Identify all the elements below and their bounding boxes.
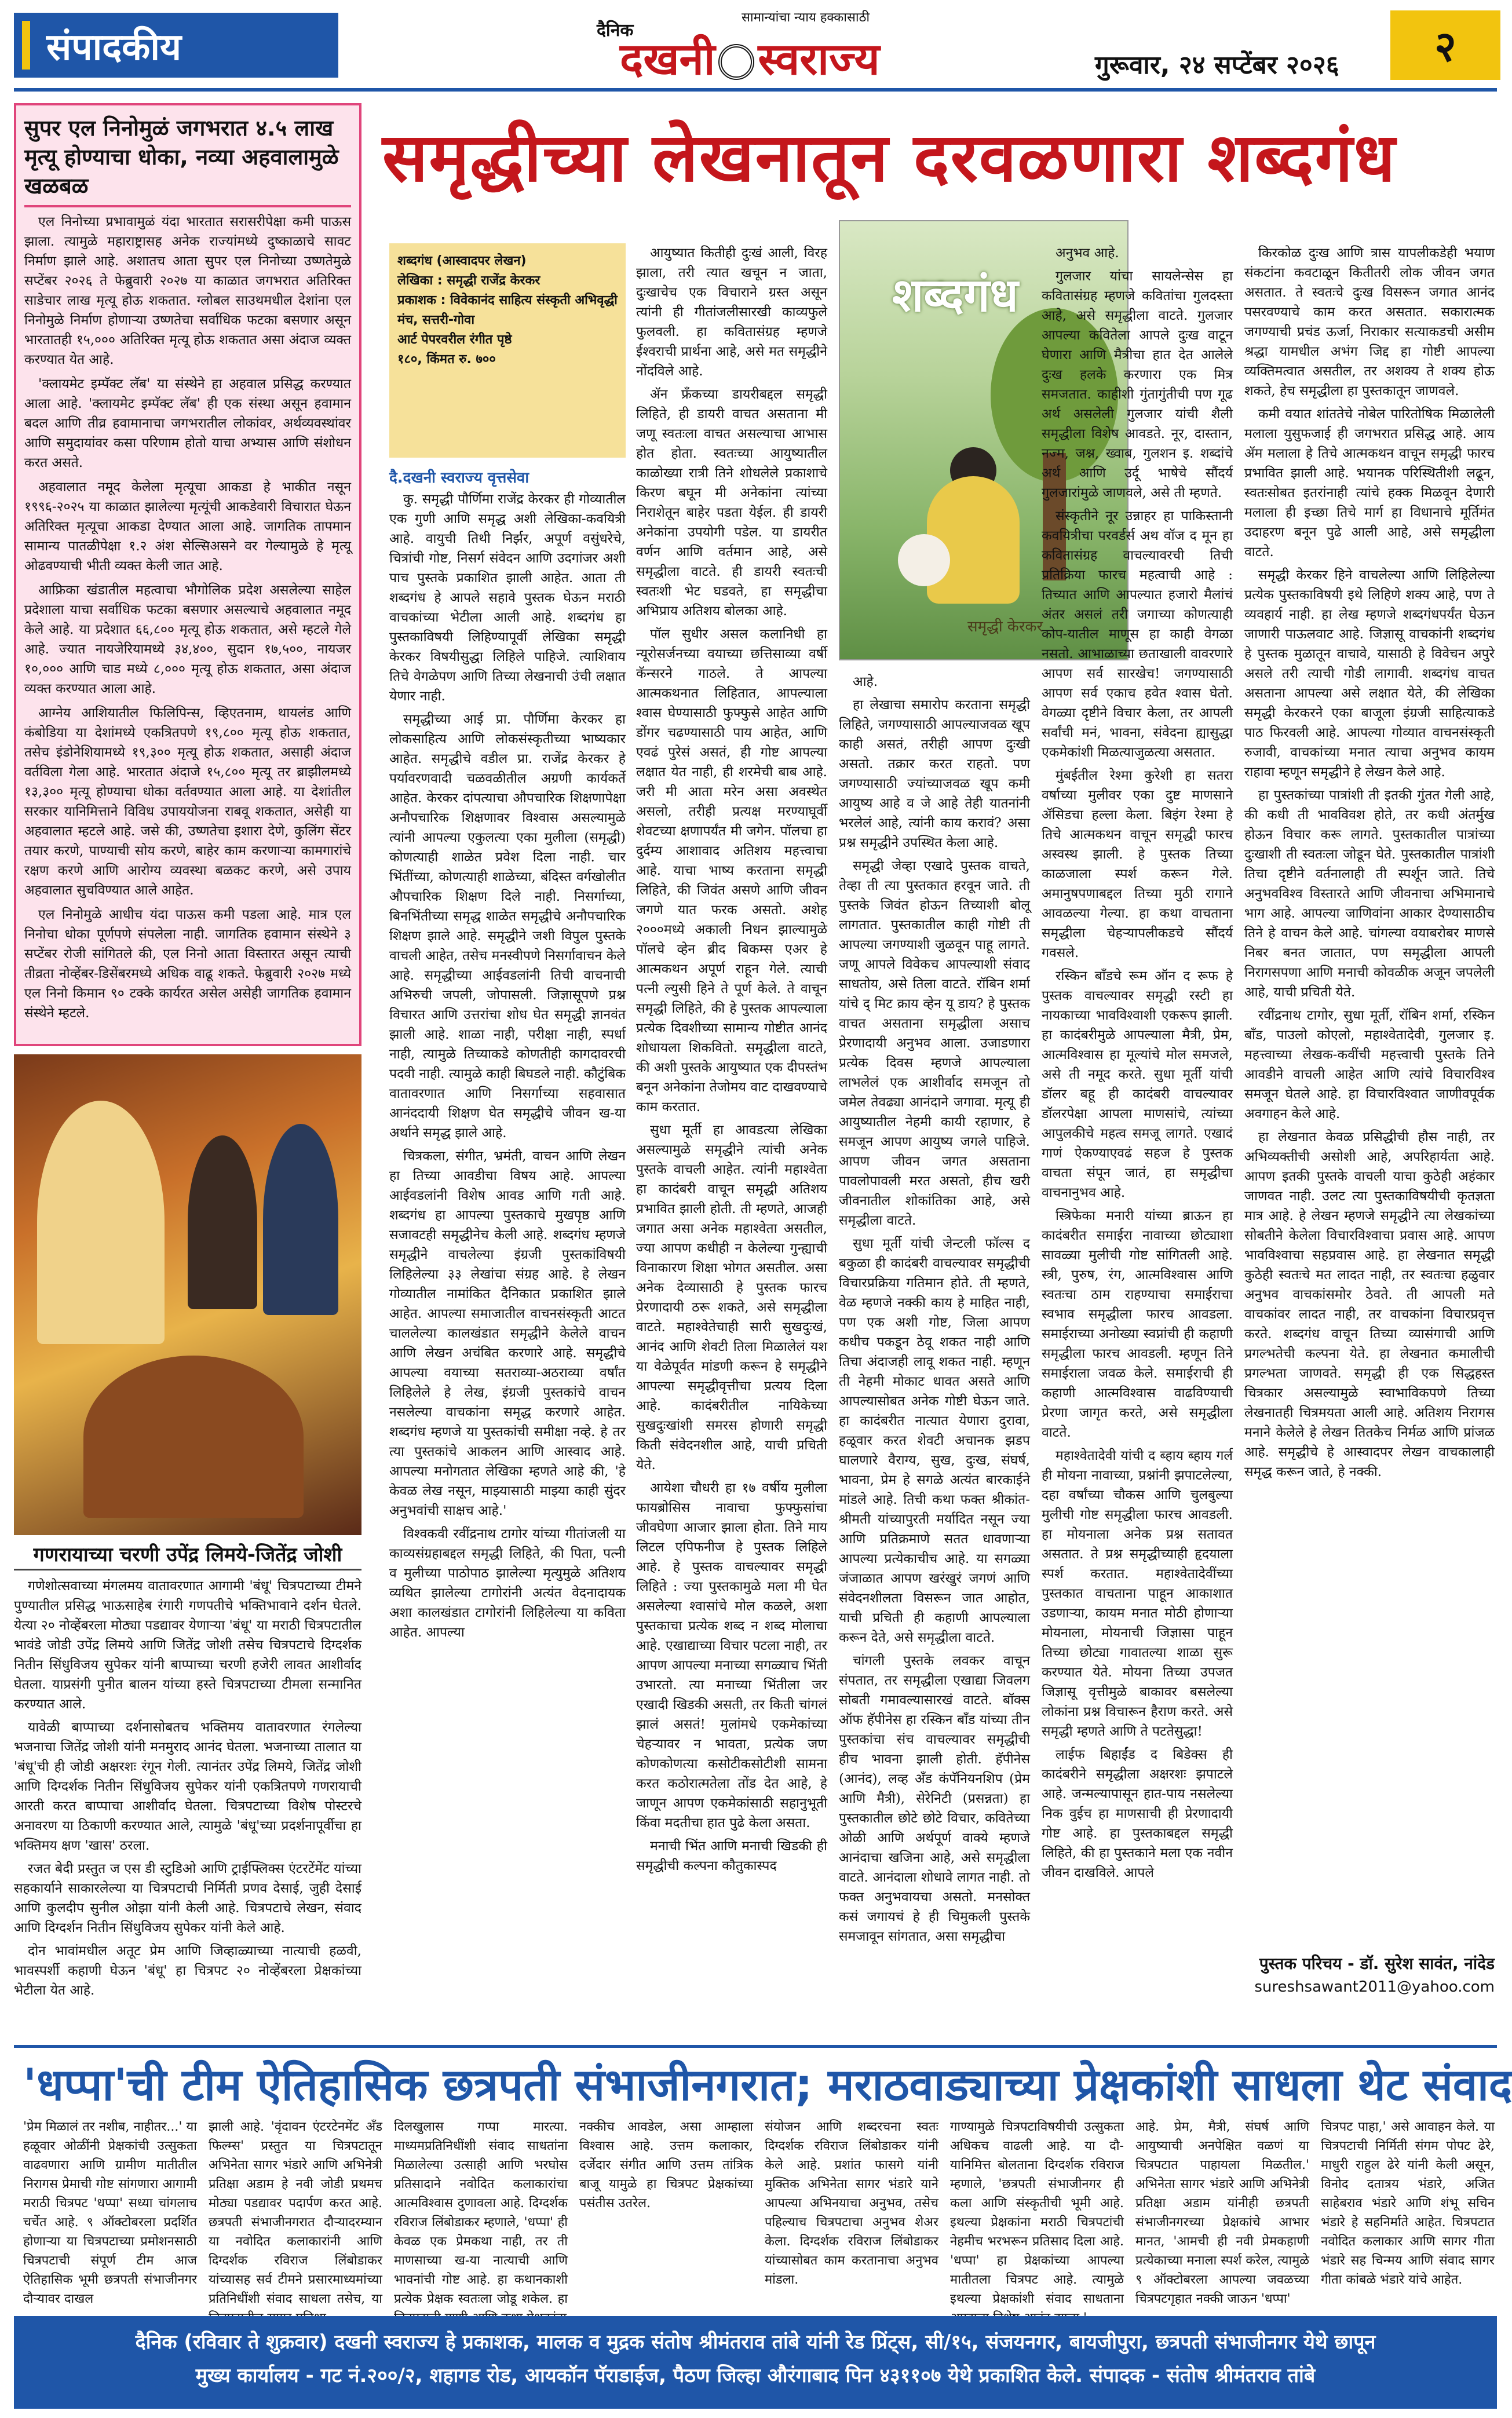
paragraph: गुलजार यांचा सायलेन्सेस हा कवितासंग्रह म्हणजे कवितांचा गुलदस्ता आहे, असे समृद्धीला वाटते. गुलजार आपल्या कवितेला आपले दुःख वाटून घेणारा आणि मैत्रीचा हात देत आलेले दुःख हलके करणारा एक मित्र समजतात. काहीशी गुंतागुंतीची पण गूढ अर्थ असलेली गुलजार यांची शैली समृद्धीला विशेष आवडते. नूर, दास्तान, नज्म, जश्न, ख्वाब, गुलशन इ. शब्दांचे अर्थ आणि उर्दू भाषेचे सौंदर्य गुलजारांमुळे जाणवले, असे ती म्हणते. [1042,269,1233,501]
paragraph: आफ्रिका खंडातील महत्वाचा भौगोलिक प्रदेश असलेल्या साहेल प्रदेशाला याचा सर्वाधिक फटका बसणार असल्याचे अहवालात नमूद केले आहे. या प्रदेशात ६६,८०० मृत्यू होऊ शकतात, असे म्हटले गेले आहे. ज्यात नायजेरियामध्ये ३४,४००, सुदान १७,५००, नायजर १०,००० आणि चाड मध्ये ८,००० मृत्यू होऊ शकतात, असा अंदाज व्यक्त करण्यात आला आहे. [24,583,351,696]
paragraph: अनुभव आहे. [1056,246,1119,261]
column-body: चित्रपट पाहा,' असे आवाहन केले. या चित्रपटाची निर्मिती संगम पोपट ढेरे, माधुरी राहुल ढेरे यांनी केली असून, विनोद दतात्रय भंडारे, अजित साहेबराव भंडारे आणि शंभू सचिन भंडारे हे सहनिर्माते आहेत. चित्रपटात नवोदित कलाकार आणि सागर गीता भंडारे सह चिन्मय आणि संवाद सागर गीता कांबळे भंडारे यांचे आहेत. [1321,2120,1495,2287]
column-body: झाली आहे. 'वृंदावन एंटरटेनमेंट ॲंड फिल्म्स' प्रस्तुत या चित्रपटातून अभिनेता सागर भंडारे आणि अभिनेत्री प्रतिक्षा अडाम हे नवी जोडी प्रथमच मोठ्या पडद्यावर पदार्पण करत आहे. छत्रपती संभाजीनगरात दौऱ्यादरम्यान या नवोदित कलाकारांनी आणि दिग्दर्शक रविराज लिंबोडाकर यांच्यासह सर्व टीमने प्रसारमाध्यमांच्या प्रतिनिधींशी संवाद साधला तसेच, या [209,2120,382,2306]
paragraph: चित्रकला, संगीत, भ्रमंती, वाचन आणि लेखन हा तिच्या आवडीचा विषय आहे. आपल्या आईवडलांनी विशेष आवड आणि गती आहे. शब्दगंध हा आपल्या पुस्तकाचे मुखपृष्ठ आणि सजावटही समृद्धीनेच केली आहे. शब्दगंध म्हणजे समृद्धीने वाचलेल्या इंग्रजी पुस्तकांविषयी लिहिलेल्या ३३ लेखांचा संग्रह आहे. हे लेखन गोव्यातील नामांकित दैनिकात प्रकाशित झाले आहेत. आपल्या समाजातील वाचनसंस्कृती आटत चाललेल्या कालखंडात समृद्धीने केलेले वाचन आणि लेखन अचंबित करणारे आहे. समृद्धीचे आपल्या वयाच्या सतराव्या-अठराव्या वर्षांत लिहिलेले हे लेख, इंग्रजी पुस्तकांचे वाचन नसलेल्या वाचकांना समृद्ध करणारे आहेत. शब्दगंध म्हणजे या पुस्तकांची समीक्षा नव्हे. हे तर त्या पुस्तकांचे आकलन आणि आस्वाद आहे. आपल्या मनोगतात लेखिका म्हणते आहे की, 'हे केवळ लेख नसून, माझ्यासाठी माझ्या काही सुंदर अनुभवांची साक्षच आहे.' [389,1149,626,1518]
logo-wordmark [620,28,880,87]
paragraph: समृद्धीच्या आई प्रा. पौर्णिमा केरकर हा लोकसाहित्य आणि लोकसंस्कृतीच्या भाष्यकार आहेत. समृद्धीचे वडील प्रा. राजेंद्र केरकर हे पर्यावरणवादी चळवळीतील अग्रणी कार्यकर्ते आहेत. केरकर दांपत्याचा औपचारिक शिक्षणापेक्षा अनौपचारिक शिक्षणावर विश्वास असल्यामुळे त्यांनी आपल्या एकुलत्या एका मुलीला (समृद्धी) कोणत्याही शाळेत प्रवेश दिला नाही. चार भिंतींच्या, कोणत्याही शाळेच्या, बंदिस्त वर्गखोलीत औपचारिक शिक्षण दिले नाही. निसर्गाच्या, बिनभिंतीच्या समृद्ध शाळेत समृद्धीचे अनौपचारिक शिक्षण झाले आहे. समृद्धीने जशी विपुल पुस्तके वाचली आहेत, तसेच मनस्वीपणे निसर्गावाचन केले आहे. समृद्धीच्या आईवडलांनी तिची वाचनाची अभिरुची जपली, जोपासली. जिज्ञासूपणे प्रश्न विचारत आणि उत्तरांचा शोध घेत समृद्धी ज्ञानवंत झाली आहे. शाळा नाही, परीक्षा नाही, स्पर्धा नाही, त्यामुळे तिच्याकडे कोणतीही कागदावरची पदवी नाही. त्यामुळे काही बिघडले नाही. कौटुंबिक वातावरणात आणि निसर्गाच्या सहवासात आनंददायी शिक्षण घेत समृद्धीचे जीवन ख-या अर्थाने समृद्ध झाले आहे. [389,712,626,1141]
header-divider [14,88,1497,92]
info-line: शब्दगंध (आस्वादपर लेखन) [397,254,527,268]
reviewer-credit [1240,1952,1495,1999]
bottom-column [579,2117,753,2309]
paragraph: किरकोळ दुःख आणि त्रास यापलीकडेही भयाण संकटांना कवटाळून कितीतरी लोक जीवन जगत असतात. ते स्वतःचे दुःख विसरून जगात आनंद पसरवण्याचे काम करत असतात. सकारात्मक जगण्याची प्रचंड ऊर्जा, निराकार सत्याकडची असीम श्रद्धा यामधील अभंग जिद्द हा गोष्टी आपल्या व्यक्तिमत्वात असतील, तर अशक्य ते शक्य होऊ शकते, हेच समृद्धीला हा पुस्तकातून जाणवले. [1244,246,1495,399]
reviewer-email[interactable]: sureshsawant2011@yahoo.com [1254,1978,1495,1996]
logo-right-word: स्वराज्य [758,33,880,85]
paragraph: आग्नेय आशियातील फिलिपिन्स, व्हिएतनाम, थायलंड आणि कंबोडिया या देशांमध्ये एकत्रितपणे १९,८०० मृत्यू होऊ शकतात, तसेच इंडोनेशियामध्ये १९,३०० मृत्यू होऊ शकतात, असाही अंदाज वर्तविला गेला आहे. भारतात अंदाजे १५,८०० मृत्यू तर ब्राझीलमध्ये १३,३०० मृत्यू होण्याचा धोका वर्तवण्यात आला आहे. या देशांतील सरकार यानिमित्ताने विविध उपाययोजना राबवू शकतात, असेही या अहवालात म्हटले आहे. जसे की, उष्णतेचा इशारा देणे, कुलिंग सेंटर तयार करणे, पाण्याची सोय करणे, बाहेर काम करणाऱ्या कामगारांचे रक्षण करणे आणि आरोग्य व्यवस्था बळकट करणे, असे उपाय अहवालात सुचविण्यात आले आहेत. [24,706,351,898]
masthead [0,0,1506,87]
column-body [389,490,626,1642]
paragraph: एल निनोमुळे आधीच यंदा पाऊस कमी पडला आहे. मात्र एल निनोचा धोका पूर्णपणे संपलेला नाही. जागतिक हवामान संस्थेने ३ सप्टेंबर रोजी सांगितले की, एल निनो आता विस्तारत असून त्याची तीव्रता नोव्हेंबर-डिसेंबरमध्ये अधिक वाढू शकते. फेब्रुवारी २०२७ मध्ये एल निनो किमान ९० टक्के कार्यरत असेल असेही जागतिक हवामान संस्थेने म्हटले. [24,907,351,1021]
paragraph: चांगली पुस्तके लवकर वाचून संपतात, तर समृद्धीला एखाद्या जिवलग सोबती गमावल्यासारखं वाटते. बॉक्स ऑफ हॅपीनेस हा रस्किन बॉंड यांच्या तीन पुस्तकांचा संच वाचल्यावर समृद्धीची हीच भावना झाली होती. हॅपीनेस (आनंद), लव्ह ॲंड कंपॅनियनशिप (प्रेम आणि मैत्री), सेरेनिटी (प्रसन्नता) हा पुस्तकातील छोटे छोटे विचार, कवितेच्या ओळी आणि अर्थपूर्ण वाक्ये म्हणजे आनंदाचा खजिना आहे, असे समृद्धीला वाटते. आनंदाला शोधावे लागत नाही. तो फक्त अनुभवायचा असतो. मनसोक्त कसं जगायचं हे ही चिमुकली पुस्तके समजावून सांगतात, असा समृद्धीचा [839,1653,1030,1944]
crowd-shape [83,1356,304,1518]
paragraph: आयेशा चौधरी हा १७ वर्षीय मुलीला फायब्रोसिस नावाचा फुफ्फुसांचा जीवघेणा आजार झाला होता. तिने माय लिटल एपिफनीज हे पुस्तक लिहिले आहे. हे पुस्तक वाचल्यावर समृद्धी लिहिते : ज्या पुस्तकामुळे मला मी घेत असलेल्या श्वासांचे मोल कळले, अशा पुस्तकाचा प्रत्येक शब्द न शब्द मोलाचा आहे. एखाद्याच्या विचार पटला नाही, तर आपण आपल्या मनाच्या सगळ्याच भिंती उभारतो. त्या मनाच्या भिंतीला जर एखादी खिडकी असती, तर किती चांगलं झालं असतं! मुलांमधे एकमेकांच्या चेहऱ्यावर न भावता, प्रत्येक जण कोणकोणत्या कसोटीकसोटीशी सामना करत कठोरात्मतेला तोंड देत आहे, हे जाणून आपण एकमेकांसाठी सहानुभूती किंवा मदतीचा हात पुढे केला असता. [636,1481,827,1831]
paragraph: विश्वकवी रवींद्रनाथ टागोर यांच्या गीतांजली या काव्यसंग्रहाबद्दल समृद्धी लिहिते, की पिता, पत्नी व मुलीच्या पाठोपाठ झालेल्या मृत्युमुळे अतिशय व्यथित झालेल्या टागोरांनी अत्यंत वेदनादायक अशा कालखंडात टागोरांनी लिहिलेल्या या कविता आहेत. आपल्या [389,1526,626,1640]
paragraph: स्त्रिफेका मनारी यांच्या ब्राऊन हा कादंबरीत समाईरा नावाच्या छोट्याशा सावळ्या मुलीची गोष्ट सांगितली आहे. स्त्री, पुरुष, रंग, आत्मविश्वास आणि स्वतःचा ठाम राहण्याचा समाईराचा स्वभाव समृद्धीला फारच आवडला. समाईराच्या अनोख्या स्वप्नांची ही कहाणी समृद्धीला फारच आवडली. म्हणून तिने समाईराला जवळ केले. समाईराची ही कहाणी आत्मविश्वास वाढविण्याची प्रेरणा जागृत करते, असे समृद्धीला वाटते. [1042,1208,1233,1440]
paragraph: मुंबईतील रेश्मा कुरेशी हा सतरा वर्षाच्या मुलीवर एका दुष्ट माणसाने ॲसिडचा हल्ला केला. बिइंग रेश्मा हे तिचे आत्मकथन वाचून समृद्धी फारच अस्वस्थ झाली. हे पुस्तक तिच्या काळजाला स्पर्श करून गेले. अमानुषपणाबद्दल तिच्या मुठी रागाने आवळल्या गेल्या. हा कथा वाचताना समृद्धीला चेहऱ्यापलीकडचे सौंदर्य गवसले. [1042,768,1233,960]
idol-shape [37,1101,165,1344]
bottom-divider [14,2045,1497,2048]
paragraph: कमी वयात शांततेचे नोबेल पारितोषिक मिळालेली मलाला युसुफजाई ही जगभरात प्रसिद्ध आहे. आय ॲम मलाला हे तिचे आत्मकथन वाचून समृद्धी फारच प्रभावित झाली आहे. भयानक परिस्थितीशी लढून, स्वतःसोबत इतरांनाही त्यांचे हक्क मिळवून देणारी मलाला ही इच्छा तिचे मार्ग हा विधानाचे मूर्तिमंत उदाहरण बनून पुढे आली आहे, असे समृद्धीला वाटते. [1244,407,1495,560]
logo-tagline: सामान्यांचा न्याय हक्कासाठी [742,10,870,25]
logo-small-text: दैनिक [597,20,634,41]
main-column-1 [389,490,626,2025]
logo-left-word: दखनी [620,33,715,85]
newspaper-logo[interactable] [597,6,991,85]
paragraph: एल निनोच्या प्रभावामुळं यंदा भारतात सरासरीपेक्षा कमी पाऊस झाला. त्यामुळे महाराष्ट्रासह अनेक राज्यांमध्ये दुष्काळाचे सावट निर्माण झाले आहे. अशातच आता सुपर एल निनोच्या उष्णतेमुळे सप्टेंबर २०२६ ते फेब्रुवारी २०२७ या काळात जगभरात अतिरिक्त साडेचार लाख मृत्यू होऊ शकतात. ग्लोबल साउथमधील देशांना एल निनोमुळे निर्माण होणाऱ्या उष्णतेचा सर्वाधिक फटका बसणार असून भारतातही १५,००० अतिरिक्त मृत्यू होऊ शकतात असा अंदाज व्यक्त करण्यात येत आहे. [24,214,351,367]
emblem-icon [718,44,754,80]
paragraph: अहवालात नमूद केलेला मृत्यूचा आकडा हे भाकीत नसून १९९६-२०२५ या काळात झालेल्या मृत्यूंची आकडेवारी विचारात घेऊन अतिरिक्त मृत्यूचा आकडा देण्यात आला आहे. जागतिक तापमान सामान्य पातळीपेक्षा १.२ अंश सेल्सिअसने वर गेल्यामुळे हे मृत्यू ओढवण्याची भीती व्यक्त केली जात आहे. [24,480,351,574]
paragraph: संस्कृतीने नूर उन्नाहर हा पाकिस्तानी कवयित्रीचा परवर्डर्स अथ वॉज द मून हा कवितासंग्रह वाचल्यावरची तिची प्रतिक्रिया फारच महत्वाची आहे : तिच्यात आणि आपल्यात हजारो मैलांचं अंतर असलं तरी जगाच्या कोणत्याही कोप-यातील माणूस हा काही वेगळा नसतो. आभाळाच्या छताखाली वावरणारे आपण सर्व सारखेच! जगण्यासाठी आपण सर्व एकाच हवेत श्वास घेतो. वेगळ्या दृष्टीने विचार केला, तर आपली सर्वांची मनं, भावना, संवेदना ह्यासुद्धा एकमेकांशी मिळत्याजुळत्या असतात. [1042,509,1233,760]
person-shape [263,1124,338,1315]
paragraph: समृद्धी केरकर हिने वाचलेल्या आणि लिहिलेल्या प्रत्येक पुस्तकाविषयी इथे लिहिणे शक्य आहे, पण ते व्यवहार्य नाही. हा लेख म्हणजे शब्दगंधपर्यंत घेऊन जाणारी पाऊलवाट आहे. जिज्ञासू वाचकांनी शब्दगंध हे पुस्तक मुळातून वाचावे, यासाठी हे विवेचन अपुरे असले तरी त्याची गोडी लागावी. शब्दगंध वाचत असताना आपल्या असे लक्षात येते, की लेखिका समृद्धी केरकरने एका बाजूला इंग्रजी साहित्याकडे पाठ फिरवली आहे. आपल्या गोव्यात वाचनसंस्कृती रुजावी, वाचकांच्या मनात त्याचा अनुभव कायम राहावा म्हणून समृद्धीने हे लेखन केले आहे. [1244,568,1495,780]
paragraph: हा लेखाचा समारोप करताना समृद्धी लिहिते, जगण्यासाठी आपल्याजवळ खूप काही असतं, तरीही आपण दुःखी असतो. तक्रार करत राहतो. पण जगण्यासाठी ज्यांच्याजवळ खूप कमी आयुष्य आहे व जे आहे तेही यातनांनी भरलेलं आहे, त्यांनी काय करावं? असा प्रश्न समृद्धीने उपस्थित केला आहे. [839,697,1030,850]
photo-caption-title: गणरायाच्या चरणी उपेंद्र लिमये-जितेंद्र जोशी [14,1541,361,1570]
book-info-box [389,243,626,458]
column-body [839,672,1030,1946]
main-column-2 [636,243,827,2025]
paragraph: सुधा मूर्ती हा आवडत्या लेखिका असल्यामुळे समृद्धीने त्यांची अनेक पुस्तके वाचली आहेत. त्यांनी महाश्वेता हा कादंबरी वाचून समृद्धी अतिशय प्रभावित झाली होती. ती म्हणते, आजही जगात असा अनेक महाश्वेता असतील, ज्या आपण कधीही न केलेल्या गुन्ह्याची विनाकारण शिक्षा भोगत असतील. असा अनेक देव्यासाठी हे पुस्तक फारच प्रेरणादायी ठरू शकते, असे समृद्धीला वाटते. महाश्वेतेचाही सारी सुखदुःखं, आनंद आणि शेवटी तिला मिळालेलं यश या वेळेपूर्वत मांडणी करून हे समृद्धीने आपल्या समृद्धीवृत्तीचा प्रत्यय दिला आहे. कादंबरीतील नायिकेच्या सुखदुःखांशी समरस होणारी समृद्धी किती संवेदनशील आहे, याची प्रचिती येते. [636,1123,827,1473]
paragraph: पॉल सुधीर असल कलानिधी हा न्यूरोसर्जनच्या वयाच्या छत्तिसाव्या वर्षी कॅन्सरने गाठले. ते आपल्या आत्मकथनात लिहितात, आपल्याला श्वास घेण्यासाठी फुफ्फुसे आहेत आणि डोंगर चढण्यासाठी पाय आहेत, आणि एवढं पुरेसं असतं, ही गोष्ट आपल्या लक्षात येत नाही, ही शरमेची बाब आहे. जरी मी आता मरेन असा अवस्थेत असलो, तरीही प्रत्यक्ष मरण्याघूर्वी शेवटच्या क्षणापर्यंत मी जगेन. पॉलचा हा दुर्दम्य आशावाद अतिशय महत्त्वाचा आहे. याचा भाष्य करताना समृद्धी लिहिते, की जिवंत असणे आणि जीवन जगणे यात फरक असतो. अशेह २०००मध्ये अकाली निधन झाल्यामुळे पॉलचे व्हेन ब्रीद बिकम्स एअर हे आत्मकथन अपूर्ण राहून गेले. त्याची पत्नी ल्युसी हिने ते पूर्ण केले. ते वाचून समृद्धी लिहिते, की हे पुस्तक आपल्याला प्रत्येक दिवशीच्या सामान्य गोष्टीत आनंद शोधायला शिकवितो. समृद्धीला वाटते, की अशी पुस्तके आयुष्यात एक दीपस्तंभ बनून अनेकांना तेजोमय वाट दाखवण्याचे काम करतात. [636,627,827,1115]
paragraph: यावेळी बाप्पाच्या दर्शनासोबतच भक्तिमय वातावरणात रंगलेल्या भजनाचा जितेंद्र जोशी यांनी मनमुराद आनंद घेतला. भजनाच्या तालात या 'बंधू'ची ही जोडी अक्षरशः रंगून गेली. त्यानंतर उपेंद्र लिमये, जितेंद्र जोशी आणि दिग्दर्शक नितीन सिंधुविजय सुपेकर यांनी एकत्रितपणे गणरायाची आरती करत बाप्पाचा आशीर्वाद घेतला. चित्रपटाच्या विशेष पोस्टरचे अनावरण या ठिकाणी करण्यात आले, त्यामुळे 'बंधू'च्या प्रदर्शनापूर्वीचा हा भक्तिमय क्षण 'खास' ठरला. [14,1720,361,1853]
photo-story [14,1541,361,1998]
cover-title: शब्दगंध [892,268,1018,322]
paragraph: आयुष्यात कितीही दुःखं आली, विरह झाला, तरी त्यात खचून न जाता, दुःखाचेच एक विचाराने ग्रस्त असून त्यांनी ही गीतांजलीसारखी काव्यफुले फुलवली. हा कवितासंग्रह म्हणजे ईश्वराची प्रार्थना आहे, असे मत समृद्धीने नोंदविले आहे. [636,246,827,379]
info-line: १८०, किंमत रु. ७०० [397,352,496,367]
bottom-column [765,2117,938,2309]
column-body: 'प्रेम मिळालं तर नशीब, नाहीतर...' या हळूवार ओळींनी प्रेक्षकांची उत्सुकता वाढवणारा आणि ग्रामीण मातीतील निरागस प्रेमाची गोष्ट सांगणारा आगामी मराठी चित्रपट 'धप्पा' सध्या चांगलाच चर्चेत आहे. ९ ऑक्टोबरला प्रदर्शित होणाऱ्या या चित्रपटाच्या प्रमोशनसाठी चित्रपटाची संपूर्ण टीम आज ऐतिहासिक भूमी छत्रपती संभाजीनगर दौऱ्यावर दाखल [23,2120,197,2306]
dog-shape [898,534,950,586]
paragraph: 'क्लायमेट इम्पॅक्ट लॅब' या संस्थेने हा अहवाल प्रसिद्ध करण्यात आला आहे. 'क्लायमेट इम्पॅक्ट लॅब' ही एक संस्था असून हवामान बदल आणि तीव्र हवामानाचा जगभरातील लोकांवर, अर्थव्यवस्थांवर आणि समुदायांवर कसा परिणाम होतो याचा अभ्यास आणि संशोधन करत असते. [24,377,351,470]
paragraph: ॲन फ्रँकच्या डायरीबद्दल समृद्धी लिहिते, ही डायरी वाचत असताना मी जणू स्वतःला वाचत असल्याचा आभास होत होता. स्वतःच्या आयुष्यातील काळोख्या रात्री तिने शोधलेले प्रकाशाचे किरण बघून मी अनेकांना त्यांच्या निराशेतून बाहेर पडता येईल. ही डायरी अनेकांना उपयोगी पडेल. या डायरीत वर्णन आणि वर्तमान आहे, असे समृद्धीला वाटते. ही डायरी स्वतःची स्वतःशी भेट घडवते, हा समृद्धीचा अभिप्राय अतिशय बोलका आहे. [636,387,827,619]
bottom-column [950,2117,1124,2309]
bottom-column [23,2117,197,2309]
page-number: २ [1390,10,1500,80]
column-body: गाण्यामुळे चित्रपटाविषयीची उत्सुकता अधिकच वाढली आहे. या दौ-यानिमित्त बोलताना दिग्दर्शक रविराज म्हणाले, 'छत्रपती संभाजीनगर ही कला आणि संस्कृतीची भूमी आहे. इथल्या प्रेक्षकांना मराठी चित्रपटांची नेहमीच भरभरून प्रतिसाद दिला आहे. 'धप्पा' हा प्रेक्षकांच्या आपल्या मातीतला चित्रपट आहे. त्यामुळे इथल्या प्रेक्षकांशी संवाद साधताना [950,2120,1124,2306]
column-body: दिलखुलास गप्पा मारत्या. माध्यमप्रतिनिधींशी संवाद साधतांना मिळालेल्या उत्साही आणि भरघोस प्रतिसादाने नवोदित कलाकारांचा आत्मविश्वास दुणावला आहे. दिग्दर्शक रविराज लिंबोडाकर म्हणाले, 'धप्पा' ही केवळ एक प्रेमकथा नाही, तर ती माणसाच्या ख-या नात्याची आणि भावनांची गोष्ट आहे. हा कथानकाशी प्रत्येक प्रेक्षक स्वतःला जोडू शकेल. हा [394,2120,568,2306]
photo-story-body [14,1576,361,2000]
info-line: आर्ट पेपरवरील रंगीत पृष्ठे [397,333,512,347]
paragraph: रजत बेदी प्रस्तुत ज एस डी स्टुडिओ आणि ट्राईफ्लिक्स एंटरटेंमेंट यांच्या सहकार्याने साकारलेल्या या चित्रपटाची निर्मिती प्रणव देसाई, जुही देसाई आणि कुलदीप सुनील ओझा यांनी केली आहे. चित्रपटाचे लेखन, संवाद आणि दिग्दर्शन नितीन सिंधुविजय सुपेकर यांनी केले आहे. [14,1861,361,1935]
paragraph: लाईफ बिहाईंड द बिडेक्स ही कादंबरीने समृद्धीला अक्षरशः झपाटले आहे. जन्मल्यापासून हात-पाय नसलेल्या निक वुईच हा माणसाची ही प्रेरणादायी गोष्ट आहे. हा पुस्तकाबद्दल समृद्धी लिहिते, की हा पुस्तकाने मला एक नवीन जीवन दाखविले. आपले [1042,1747,1233,1880]
paragraph: गणेशोत्सवाच्या मंगलमय वातावरणात आगामी 'बंधू' चित्रपटाच्या टीमने पुण्यातील प्रसिद्ध भाऊसाहेब रंगारी गणपतीचे भक्तिभावाने दर्शन घेतले. येत्या २० नोव्हेंबरला मोठ्या पडद्यावर येणाऱ्या 'बंधू' या मराठी चित्रपटातील भावंडे जोडी उपेंद्र लिमये आणि जितेंद्र जोशी तसेच चित्रपटाचे दिग्दर्शक नितीन सिंधुविजय सुपेकर यांनी बाप्पाच्या चरणी हजेरी लावत आशीर्वाद घेतला. याप्रसंगी पुनीत बालन यांच्या हस्ते चित्रपटाच्या टीमला सन्मानित करण्यात आले. [14,1579,361,1712]
main-column-3 [839,672,1030,2025]
person-shape [188,1135,257,1309]
paragraph: हा लेखनात केवळ प्रसिद्धीची हौस नाही, तर अभिव्यक्तीची असोशी आहे, अपरिहार्यता आहे. आपण इतकी पुस्तके वाचली याचा कुठेही अहंकार जाणवत नाही. उलट त्या पुस्तकाविषयीची कृतज्ञता मात्र आहे. हे लेखन म्हणजे समृद्धीने त्या लेखकांच्या सोबतीने केलेला विचारविश्वाचा प्रवास आहे. आपण भावविश्वाचा सहप्रवास आहे. हा लेखनात समृद्धी कुठेही स्वतःचे मत लादत नाही, तर स्वतःचा हळुवार अनुभव वाचकांसमोर ठेवते. ती आपली मते वाचकांवर लादत नाही, तर वाचकांना विचारप्रवृत्त करते. शब्दगंध वाचून तिच्या व्यासंगाची आणि प्रगल्भतेची कल्पना येते. हा लेखनात कमालीची प्रगल्भता जाणवते. समृद्धी ही एक सिद्धहस्त चित्रकार असल्यामुळे स्वाभाविकपणे तिच्या लेखनातही चित्रमयता आली आहे. अतिशय निरागस मनाने केलेले हे लेखन तितकेच निर्मळ आणि प्रांजळ आहे. समृद्धीचे हे आस्वादपर लेखन वाचकालाही समृद्ध करून जाते, हे नक्की. [1244,1130,1495,1480]
column-body [1042,243,1233,1883]
paragraph: मनाची भिंत आणि मनाची खिडकी ही समृद्धीची कल्पना कौतुकास्पद [636,1839,827,1873]
bottom-column [394,2117,568,2309]
column-body [636,243,827,1876]
imprint-line-2: मुख्य कार्यालय - गट नं.२००/२, शहागड रोड, आयकॉन पॅराडाईज, पैठण जिल्हा औरंगाबाद पिन ४३११०७ येथे प्रकाशित केले. संपादक - संतोष श्रीमंतराव तांबे [195,2364,1316,2387]
main-headline: समृद्धीच्या लेखनातून दरवळणारा शब्दगंध [382,119,1397,197]
paragraph: कु. समृद्धी पौर्णिमा राजेंद्र केरकर ही गोव्यातील एक गुणी आणि समृद्ध अशी लेखिका-कवयित्री आहे. वायुची तिथी निर्झर, अपूर्ण वसुंधरेचे, चित्रांची गोष्ट, निसर्ग संवेदन आणि उदगांजर अशी पाच पुस्तके प्रकाशित झाली आहेत. आता ती शब्दगंध हे आपले सहावे पुस्तक घेऊन मराठी वाचकांच्या भेटीला आली आहे. शब्दगंध हा पुस्तकाविषयी लिहिण्यापूर्वी लेखिका समृद्धी केरकर विषयीसुद्धा लिहिले पाहिजे. त्याशिवाय तिचे वेगळेपण आणि तिच्या लेखनाची उंची लक्षात येणार नाही. [389,492,626,704]
bottom-column [1321,2117,1495,2309]
main-column-5 [1244,243,1495,1946]
paragraph: महाश्वेतादेवी यांची द ब्हाय ब्हाय गर्ल ही मोयना नावाच्या, प्रश्नांनी झपाटलेल्या, दहा वर्षांच्या चौकस आणि चुलबुल्या मुलीची गोष्ट समृद्धीला फारच आवडली. हा मोयनाला अनेक प्रश्न सतावत असतात. ते प्रश्न समृद्धीच्याही हृदयाला स्पर्श करतात. महाश्वेतादेवींच्या पुस्तकात वाचताना पाहून आकाशात उडणाऱ्या, कायम मनात मोठी होणाऱ्या मोयनाला, मोयनाची जिज्ञासा पाहून तिच्या छोट्या गावातल्या शाळा सुरू करण्यात येते. मोयना तिच्या उपजत जिज्ञासू वृत्तीमुळे बाकावर बसलेल्या लोकांना प्रश्न विचारून हैराण करते. असे समृद्धी म्हणते आणि ते पटतेसुद्धा! [1042,1448,1233,1739]
column-body: आहे. प्रेम, मैत्री, संघर्ष आणि आयुष्याची अनपेक्षित वळणं या चित्रपटात पाहायला मिळतील.' अभिनेता सागर भंडारे आणि अभिनेत्री प्रतिक्षा अडाम यांनीही छत्रपती संभाजीनगरच्या प्रेक्षकांचे आभार मानत, 'आमची ही नवी प्रेमकहाणी प्रत्येकाच्या मनाला स्पर्श करेल, त्यामुळे ९ ऑक्टोबरला आपल्या जवळच्या चित्रपटगृहात नक्की जाऊन 'धप्पा' [1135,2120,1309,2306]
imprint-line-1: दैनिक (रविवार ते शुक्रवार) दखनी स्वराज्य हे प्रकाशक, मालक व मुद्रक संतोष श्रीमंतराव तांबे यांनी रेड प्रिंट्स, सी/१५, संजयनगर, बायजीपुरा, छत्रपती संभाजीनगर येथे छापून [135,2331,1376,2354]
paragraph: दोन भावांमधील अतूट प्रेम आणि जिव्हाळ्याच्या नात्याची हळवी, भावस्पर्शी कहाणी घेऊन 'बंधू' हा चित्रपट २० नोव्हेंबरला प्रेक्षकांच्या भेटीला येत आहे. [14,1944,361,1998]
paragraph: हा पुस्तकांच्या पात्रांशी ती इतकी गुंतत गेली आहे, की कधी ती भावविवश होते, तर कधी अंतर्मुख होऊन विचार करू लागते. पुस्तकातील पात्रांच्या दुःखाशी ती स्वतःला जोडून घेते. पुस्तकातील पात्रांशी तिचा दृष्टीने वर्तनालाही ती स्पर्शून जाते. तिचे अनुभवविश्व विस्तारते आणि जीवनाचा अभिमानाचे भाग आहे. आपल्या जाणिवांना आकार देण्यासाठीच तिने हे वाचन केले आहे. चांगल्या वयाबरोबर माणसे निबर बनत जातात, पण समृद्धीला आपली निरागसपणा आणि मनाची कोवळीक अजून जपलेली आहे, याची प्रचिती येते. [1244,788,1495,1000]
left-story-body [24,212,351,1023]
column-body [1244,243,1495,1482]
paragraph: सुधा मूर्ती यांची जेन्टली फॉल्स द बकुळा ही कादंबरी वाचल्यावर समृद्धीची विचारप्रक्रिया गतिमान होते. ती म्हणते, वेळ म्हणजे नक्की काय हे माहित नाही, पण एक अशी गोष्ट, जिला आपण कधीच पकडून ठेवू शकत नाही आणि तिचा अंदाजही लावू शकत नाही. म्हणून ती नेहमी मोकाट धावत असते आणि आपल्यासोबत अनेक गोष्टी घेऊन जाते. हा कादंबरीत नात्यात येणारा दुरावा, हळूवार करत शेवटी अचानक झडप घालणारे वैराग्य, सुख, दुःख, संघर्ष, भावना, प्रेम हे सगळे अत्यंत बारकाईने मांडले आहे. तिची कथा फक्त श्रीकांत-श्रीमती यांच्यापुरती मर्यादित नसून ज्या आणि प्रतिक्रमाणे सतत धावणाऱ्या आपल्या प्रत्येकाचीच आहे. या सगळ्या जंजाळात आपण खरंखुरं जगणं आणि संवेदनशीलता विसरून जात आहोत, याची प्रचिती ही कहाणी आपल्याला करून देते, असे समृद्धीला वाटते. [839,1236,1030,1645]
left-story-box [14,103,361,1046]
byline: दै.दखनी स्वराज्य वृत्तसेवा [389,469,529,487]
info-line: प्रकाशक : विवेकानंद साहित्य संस्कृती अभिवृद्धी मंच, सत्तरी-गोवा [397,293,618,327]
section-tag: संपादकीय [14,13,338,78]
paragraph: समृद्धी जेव्हा एखादे पुस्तक वाचते, तेव्हा ती त्या पुस्तकात हरवून जाते. ती पुस्तके जिवंत होऊन तिच्याशी बोलू लागतात. पुस्तकातील काही गोष्टी ती आपल्या जगण्याशी जुळवून पाहू लागते. जणू आपले विवेकच आपल्याशी संवाद साधतोय, असे तिला वाटते. रॉबिन शर्मा यांचे द् मिट क्राय व्हेन यू डाय? हे पुस्तक वाचत असताना समृद्धीला असाच प्रेरणादायी अनुभव आला. उजाडणारा प्रत्येक दिवस म्हणजे आपल्याला लाभलेलं एक आशीर्वाद समजून तो जमेल तेवढ्या आनंदाने जगावा. मृत्यू ही आयुष्यातील नेहमी कायी रहाणार, हे समजून आपण आयुष्य जगले पाहिजे. आपण जीवन जगत असताना पावलोपावली मरत असतो, हीच खरी जीवनातील शोकांतिका आहे, असे समृद्धीला वाटते. [839,859,1030,1228]
paragraph: आहे. [853,674,878,689]
main-column-4 [1042,243,1233,2025]
paragraph: रस्किन बॉंडचे रूम ऑन द रूफ हे पुस्तक वाचल्यावर समृद्धी रस्टी हा नायकाच्या भावविश्वाशी एकरूप झाली. हा कादंबरीमुळे आपल्याला मैत्री, प्रेम, आत्मविश्वास हा मूल्यांचे मोल समजले, असे ती नमूद करते. सुधा मूर्ती यांची डॉलर बहू ही कादंबरी वाचल्यावर डॉलरपेक्षा आपला माणसांचे, त्यांच्या आपुलकीचे महत्व समजू लागते. एखादं गाणं ऐकण्याएवढं सहज हे पुस्तक वाचता संपून जातं, हा समृद्धीचा वाचनानुभव आहे. [1042,969,1233,1200]
ganpati-photo [14,1054,361,1535]
cover-author: समृद्धी केरकर [967,618,1043,635]
imprint-footer [14,2316,1497,2409]
bottom-headline: 'धप्पा'ची टीम ऐतिहासिक छत्रपती संभाजीनगरात; मराठवाड्याच्या प्रेक्षकांशी साधला थेट संवाद [23,2059,1512,2110]
left-story-headline: सुपर एल निनोमुळं जगभरात ४.५ लाख मृत्यू होण्याचा धोका, नव्या अहवालामुळे खळबळ [24,114,351,207]
info-line: लेखिका : समृद्धी राजेंद्र केरकर [397,273,540,288]
reviewer-name: पुस्तक परिचय - डॉ. सुरेश सावंत, नांदेड [1259,1954,1495,1973]
bottom-column [209,2117,382,2309]
paragraph: रवींद्रनाथ टागोर, सुधा मूर्ती, रॉबिन शर्मा, रस्किन बॉंड, पाउलो कोएलो, महाश्वेतादेवी, गुलजार इ. महत्त्वाच्या लेखक-कवींची महत्त्वाची पुस्तके तिने आवडीने वाचली आहेत आणि त्यांचे विचारविश्व समजून घेतले आहे. हा विचारविश्वात जाणीवपूर्वक अवगाहन केले आहे. [1244,1008,1495,1122]
column-body: संयोजन आणि शब्दरचना स्वतः दिग्दर्शक रविराज लिंबोडाकर यांनी केले आहे. प्रशांत फासगे यांनी मुक्तिक अभिनेता सागर भंडारे याने आपल्या अभिनयाचा अनुभव, तसेच पहिल्याच चित्रपटाचा अनुभव शेअर केला. दिग्दर्शक रविराज लिंबोडाकर यांच्यासोबत काम करतानाचा अनुभव मांडला. [765,2120,938,2287]
bottom-column [1135,2117,1309,2309]
column-body: नक्कीच आवडेल, असा आम्हाला विश्वास आहे. उत्तम कलाकार, दर्जेदार संगीत आणि उत्तम तांत्रिक बाजू यामुळे हा चित्रपट प्रेक्षकांच्या पसंतीस उतरेल. [579,2120,753,2211]
dateline: गुरूवार, २४ सप्टेंबर २०२६ [1095,50,1339,80]
